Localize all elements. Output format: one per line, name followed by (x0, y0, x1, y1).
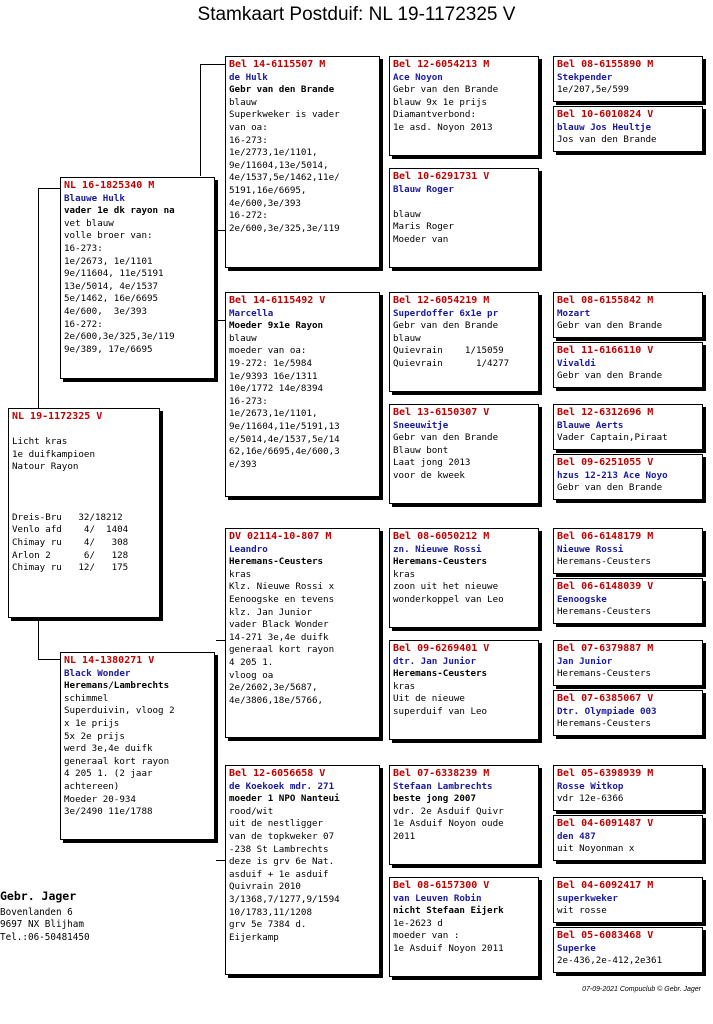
note-line: 1e/2773,1e/1101, (229, 147, 318, 159)
pedigree-note: Gebr van den Brande (557, 370, 663, 382)
ring-number: Bel 08-6155890 M (557, 59, 654, 70)
note-line: van oa: (229, 121, 268, 133)
note-line: Gebr van den Brande (393, 320, 499, 332)
grandparent-card (225, 56, 380, 268)
ring-number: Bel 08-6050212 M (393, 531, 490, 542)
pigeon-name: Black Wonder (64, 667, 131, 679)
footer-credit: 07-09-2021 Compuclub © Gebr. Jager (582, 986, 701, 993)
pigeon-name: zn. Nieuwe Rossi (393, 543, 482, 555)
grandparent-card (225, 528, 380, 738)
pigeon-name: Blauwe Hulk (64, 192, 125, 204)
note-line (12, 424, 156, 437)
subject-pigeon-card (8, 408, 160, 618)
pigeon-owner: Heremans-Ceusters (393, 556, 488, 568)
pedigree-note: Vader Captain,Piraat (557, 432, 668, 444)
note-line: kras (393, 680, 416, 692)
note-line: deze is grv 6e Nat. (229, 856, 335, 868)
pigeon-name: blauw Jos Heultje (557, 121, 652, 133)
note-line: achtereen) (64, 780, 120, 792)
pedigree-note: wit rosse (557, 905, 607, 917)
note-line: Maris Roger (393, 221, 454, 233)
pedigree-note: Gebr van den Brande (557, 482, 663, 494)
ring-number: Bel 05-6398939 M (557, 768, 654, 779)
note-line: Diamantverbond: (393, 109, 476, 121)
pigeon-name: den 487 (557, 830, 596, 842)
note-line: blauw (229, 332, 257, 344)
grandparent-card (225, 765, 380, 975)
ancestor-card (553, 815, 703, 861)
note-line: 19-272: 1e/5984 (229, 357, 312, 369)
note-line: 1e Asduif Noyon 2011 (393, 942, 504, 954)
note-line: 1e/9393 16e/1311 (229, 370, 318, 382)
note-line: Laat jong 2013 (393, 457, 471, 469)
great-grandparent-card (389, 292, 539, 392)
note-line: 4 205 1. (229, 656, 274, 668)
note-line: Moeder 20-934 (64, 793, 136, 805)
note-line: Quivrain 2010 (229, 881, 301, 893)
breeder-info (0, 890, 90, 944)
pigeon-name: van Leuven Robin (393, 892, 482, 904)
ring-number: Bel 04-6092417 M (557, 880, 654, 891)
note-line: zoon uit het nieuwe (393, 581, 499, 593)
pedigree-note: Heremans-Ceusters (557, 606, 652, 618)
pigeon-name: de Hulk (229, 71, 268, 83)
note-line: 14-271 3e,4e duifk (229, 631, 329, 643)
pigeon-owner: moeder 1 NPO Nanteui (229, 793, 340, 805)
pigeon-name: hzus 12-213 Ace Noyo (557, 469, 668, 481)
note-line: 9e/11604, 11e/5191 (64, 268, 164, 280)
connector-line (38, 659, 60, 660)
note-line: 9e/11604,13e/5014, (229, 159, 329, 171)
pigeon-name: dtr. Jan Junior (393, 655, 476, 667)
note-line: 10/1783,11/1208 (229, 906, 312, 918)
pigeon-name: Blauw Roger (393, 183, 454, 195)
pedigree-notes (393, 432, 535, 482)
pedigree-notes (64, 218, 211, 357)
dam-card (60, 652, 215, 840)
ancestor-card (553, 106, 703, 152)
note-line: 1e-2623 d (393, 917, 443, 929)
pedigree-notes (229, 569, 376, 708)
note-line: 4e/1537,5e/1462,11e/ (229, 172, 340, 184)
note-line: rood/wit (229, 805, 274, 817)
great-grandparent-card (389, 640, 539, 740)
pedigree-notes (229, 333, 376, 472)
note-line: Quievrain 1/15059 (393, 345, 504, 357)
ring-number: Bel 08-6157300 V (393, 880, 490, 891)
ring-number: NL 14-1380271 V (64, 655, 155, 666)
note-line: vloog oa (229, 669, 274, 681)
note-line: 13e/5014, 4e/1537 (64, 280, 159, 292)
pigeon-name: Mozart (557, 307, 591, 319)
pigeon-name: Marcella (229, 307, 274, 319)
pigeon-owner: Heremans-Ceusters (229, 556, 324, 568)
pigeon-owner: Heremans/Lambrechts (64, 680, 170, 692)
note-line: vader Black Wonder (229, 619, 329, 631)
note-line: Arlon 2 6/ 128 (12, 549, 129, 561)
note-line: generaal kort rayon (64, 755, 170, 767)
pedigree-notes (393, 806, 535, 844)
note-line: generaal kort rayon (229, 644, 335, 656)
ring-number: Bel 12-6056658 V (229, 768, 326, 779)
ancestor-card (553, 877, 703, 923)
note-line: 5e/1462, 16e/6695 (64, 293, 159, 305)
breeder-phone: Tel.:06-50481450 (0, 931, 90, 943)
note-line: Natour Rayon (12, 461, 79, 473)
pigeon-name: Eenoogske (557, 593, 607, 605)
pigeon-name: Jan Junior (557, 655, 613, 667)
ring-number: Bel 05-6083468 V (557, 930, 654, 941)
note-line: Venlo afd 4/ 1404 (12, 524, 129, 536)
great-grandparent-card (389, 56, 539, 156)
note-line: blauw 9x 1e prijs (393, 96, 488, 108)
ancestor-card (553, 578, 703, 624)
note-line: Quievrain 1/4277 (393, 357, 510, 369)
pigeon-name: Superke (557, 942, 596, 954)
note-line: x 1e prijs (64, 717, 120, 729)
note-line: Superkweker is vader (229, 109, 340, 121)
ring-number: Bel 09-6251055 V (557, 457, 654, 468)
note-line: 1e asd. Noyon 2013 (393, 121, 493, 133)
note-line: werd 3e,4e duifk (64, 743, 153, 755)
ring-number: Bel 09-6269401 V (393, 643, 490, 654)
pigeon-owner: nicht Stefaan Eijerk (393, 905, 504, 917)
note-line: klz. Jan Junior (229, 606, 312, 618)
ring-number: Bel 06-6148039 V (557, 581, 654, 592)
ancestor-card (553, 690, 703, 736)
pedigree-notes (393, 84, 535, 134)
pigeon-name: de Koekoek mdr. 271 (229, 780, 335, 792)
great-grandparent-card (389, 404, 539, 504)
pigeon-name: Nieuwe Rossi (557, 543, 624, 555)
note-line: Chimay ru 12/ 175 (12, 562, 129, 574)
note-line (393, 196, 535, 209)
pedigree-notes (393, 196, 535, 246)
pedigree-notes (12, 424, 156, 575)
pigeon-name: Stefaan Lambrechts (393, 780, 493, 792)
note-line: 5x 2e prijs (64, 730, 125, 742)
ring-number: NL 16-1825340 M (64, 180, 155, 191)
pedigree-note: Gebr van den Brande (557, 320, 663, 332)
pigeon-owner: Moeder 9x1e Rayon (229, 320, 324, 332)
breeder-city: 9697 NX Blijham (0, 919, 84, 931)
pigeon-owner: Gebr van den Brande (229, 84, 335, 96)
note-line: grv 5e 7384 d. (229, 919, 307, 931)
note-line: Eijerkamp (229, 931, 279, 943)
note-line: Licht kras (12, 436, 68, 448)
ancestor-card (553, 342, 703, 388)
note-line: moeder van : (393, 930, 460, 942)
note-line: Gebr van den Brande (393, 84, 499, 96)
note-line: kras (229, 568, 252, 580)
ring-number: Bel 13-6150307 V (393, 407, 490, 418)
note-line: vet blauw (64, 217, 114, 229)
pigeon-owner: vader 1e dk rayon na (64, 205, 175, 217)
pedigree-note: Heremans-Ceusters (557, 668, 652, 680)
note-line: 4 205 1. (2 jaar (64, 768, 153, 780)
note-line: 16-273: (64, 242, 103, 254)
note-line: 16-272: (64, 318, 103, 330)
pigeon-name: Superdoffer 6x1e pr (393, 307, 499, 319)
note-line: -238 St Lambrechts (229, 843, 329, 855)
pigeon-name: Stekpender (557, 71, 613, 83)
pigeon-owner: beste jong 2007 (393, 793, 476, 805)
ring-number: Bel 04-6091487 V (557, 818, 654, 829)
note-line: voor de kweek (393, 469, 465, 481)
pedigree-notes (393, 918, 535, 956)
ancestor-card (553, 640, 703, 686)
ring-number: NL 19-1172325 V (12, 411, 103, 422)
note-line: 5191,16e/6695, (229, 184, 307, 196)
ring-number: Bel 14-6115507 M (229, 59, 326, 70)
note-line: kras (393, 568, 416, 580)
note-line: asduif + 1e asduif (229, 868, 329, 880)
note-line: Uit de nieuwe (393, 693, 465, 705)
note-line: Klz. Nieuwe Rossi x (229, 581, 335, 593)
ancestor-card (553, 56, 703, 102)
breeder-address: Bovenlanden 6 (0, 906, 73, 918)
note-line: 3/1368,7/1277,9/1594 (229, 893, 340, 905)
note-line: 2e/600,3e/325,3e/119 (64, 331, 175, 343)
note-line: Gebr van den Brande (393, 432, 499, 444)
note-line: 9e/389, 17e/6695 (64, 343, 153, 355)
ancestor-card (553, 404, 703, 450)
note-line: Superduivin, vloog 2 (64, 705, 175, 717)
pigeon-name: Leandro (229, 543, 268, 555)
pedigree-notes (393, 320, 535, 370)
ancestor-card (553, 765, 703, 811)
grandparent-card (225, 292, 380, 497)
note-line: Chimay ru 4/ 308 (12, 536, 129, 548)
note-line (12, 474, 156, 487)
pedigree-notes (229, 97, 376, 236)
note-line: Blauw bont (393, 444, 449, 456)
great-grandparent-card (389, 168, 539, 268)
note-line: 1e Asduif Noyon oude (393, 818, 504, 830)
great-grandparent-card (389, 877, 539, 977)
ancestor-card (553, 454, 703, 500)
ring-number: Bel 12-6054213 M (393, 59, 490, 70)
note-line: 16-273: (229, 395, 268, 407)
pedigree-note: 2e-436,2e-412,2e361 (557, 955, 663, 967)
note-line: vdr. 2e Asduif Quivr (393, 805, 504, 817)
note-line: superduif van Leo (393, 705, 488, 717)
note-line: wonderkoppel van Leo (393, 593, 504, 605)
pigeon-name: Dtr. Olympiade 003 (557, 705, 657, 717)
page-title: Stamkaart Postduif: NL 19-1172325 V (197, 4, 516, 25)
note-line: 62,16e/6695,4e/600,3 (229, 446, 340, 458)
note-line: volle broer van: (64, 230, 153, 242)
ring-number: Bel 07-6385067 V (557, 693, 654, 704)
ring-number: Bel 12-6054219 M (393, 295, 490, 306)
ring-number: Bel 07-6338239 M (393, 768, 490, 779)
note-line: 9e/11604,11e/5191,13 (229, 420, 340, 432)
note-line: blauw (229, 96, 257, 108)
connector-line (38, 188, 39, 410)
note-line: 4e/600,3e/393 (229, 197, 301, 209)
note-line: 1e duifkampioen (12, 448, 95, 460)
note-line (12, 499, 156, 512)
note-line: Moeder van (393, 233, 449, 245)
note-line: e/393 (229, 458, 257, 470)
note-line: Dreis-Bru 32/18212 (12, 511, 123, 523)
note-line: uit de nestligger (229, 818, 324, 830)
ring-number: Bel 12-6312696 M (557, 407, 654, 418)
ancestor-card (553, 927, 703, 973)
ring-number: Bel 11-6166110 V (557, 345, 654, 356)
pigeon-name: Ace Noyon (393, 71, 443, 83)
breeder-name: Gebr. Jager (0, 889, 77, 903)
ancestor-card (553, 528, 703, 574)
pigeon-owner: Heremans-Ceusters (393, 668, 488, 680)
note-line: schimmel (64, 692, 109, 704)
note-line: 10e/1772 14e/8394 (229, 383, 324, 395)
note-line: 16-272: (229, 210, 268, 222)
note-line: blauw (393, 208, 421, 220)
connector-line (200, 64, 201, 176)
note-line: Eenoogske en tevens (229, 593, 335, 605)
ancestor-card (553, 292, 703, 338)
ring-number: DV 02114-10-807 M (229, 531, 332, 542)
note-line: 3e/2490 11e/1788 (64, 806, 153, 818)
pigeon-name: Vivaldi (557, 357, 596, 369)
pedigree-notes (393, 681, 535, 719)
great-grandparent-card (389, 528, 539, 628)
ring-number: Bel 10-6010824 V (557, 109, 654, 120)
ring-number: Bel 06-6148179 M (557, 531, 654, 542)
pigeon-name: superkweker (557, 892, 618, 904)
pedigree-note: 1e/207,5e/599 (557, 84, 629, 96)
note-line: van de topkweker 07 (229, 830, 335, 842)
note-line: 4e/600, 3e/393 (64, 305, 147, 317)
note-line: 2011 (393, 830, 416, 842)
pedigree-notes (64, 693, 211, 819)
pigeon-name: Sneeuwitje (393, 419, 449, 431)
pedigree-notes (393, 569, 535, 607)
note-line: 1e/2673,1e/1101, (229, 408, 318, 420)
pedigree-note: uit Noyonman x (557, 843, 635, 855)
great-grandparent-card (389, 765, 539, 865)
pedigree-notes (229, 806, 376, 945)
pedigree-note: Heremans-Ceusters (557, 556, 652, 568)
note-line: 4e/3806,18e/5766, (229, 694, 324, 706)
ring-number: Bel 14-6115492 V (229, 295, 326, 306)
note-line: e/5014,4e/1537,5e/14 (229, 433, 340, 445)
note-line: blauw (393, 332, 421, 344)
pigeon-name: Rosse Witkop (557, 780, 624, 792)
note-line: 2e/2602,3e/5687, (229, 682, 318, 694)
pedigree-note: vdr 12e-6366 (557, 793, 624, 805)
pedigree-note: Heremans-Ceusters (557, 718, 652, 730)
sire-card (60, 177, 215, 379)
note-line: 2e/600,3e/325,3e/119 (229, 222, 340, 234)
pigeon-name: Blauwe Aerts (557, 419, 624, 431)
ring-number: Bel 10-6291731 V (393, 171, 490, 182)
connector-line (200, 64, 226, 65)
ring-number: Bel 08-6155842 M (557, 295, 654, 306)
connector-line (38, 188, 60, 189)
note-line (12, 487, 156, 500)
note-line: moeder van oa: (229, 345, 307, 357)
pedigree-note: Jos van den Brande (557, 134, 657, 146)
note-line: 1e/2673, 1e/1101 (64, 255, 153, 267)
ring-number: Bel 07-6379887 M (557, 643, 654, 654)
note-line: 16-273: (229, 134, 268, 146)
